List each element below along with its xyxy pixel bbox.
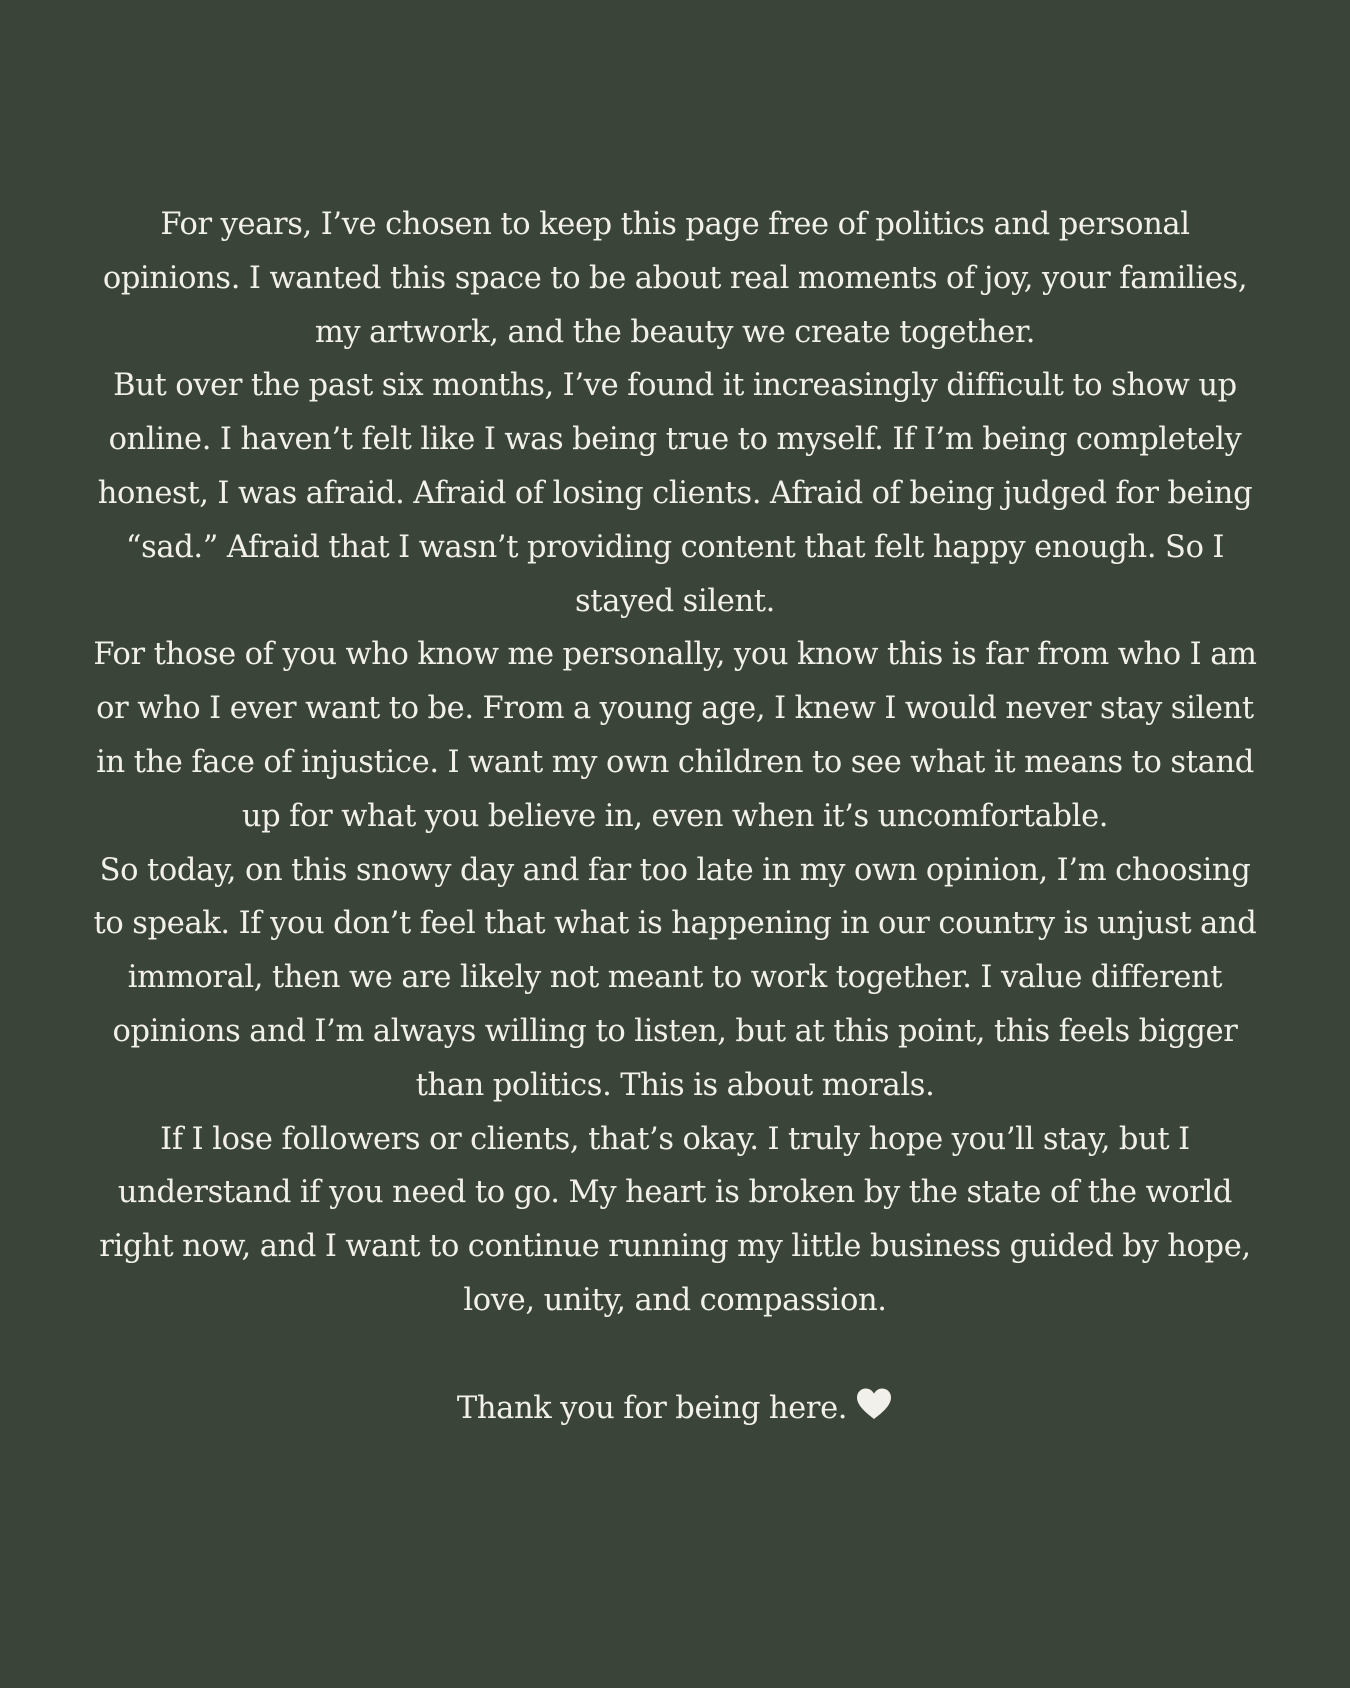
closing-text: Thank you for being here. (456, 1390, 848, 1426)
paragraph-1: For years, I’ve chosen to keep this page free of politics and personal opinions. I wanted this space to be about real moments of joy, your families, my artwork, and the beauty we create together. (102, 207, 1248, 350)
heart-shape (857, 1388, 891, 1419)
paragraph-4: So today, on this snowy day and far too late in my own opinion, I’m choosing to speak. If you don’t feel that what is happening in our country is unjust and immoral, then we are likely not meant to work together. I value different opinions and I’m always willing to listen, but at this point, this feels bigger than politics. This is about morals. (93, 852, 1257, 1103)
paragraph-3: For those of you who know me personally, you know this is far from who I am or who I ever want to be. From a young age, I knew I would never stay silent in the face of injustice. I want my own children to see what it means to stand up for what you believe in, even when it’s uncomfortable. (93, 637, 1257, 834)
statement-text (90, 198, 1260, 1435)
paragraph-2: But over the past six months, I’ve found it increasingly difficult to show up online. I haven’t felt like I was being true to myself. If I’m being completely honest, I was afraid. Afraid of losing clients. Afraid of being judged for being “sad.” Afraid that I wasn’t providing content that felt happy enough. So I stayed silent. (97, 368, 1253, 619)
closing-line (90, 1382, 1260, 1436)
paragraph-5: If I lose followers or clients, that’s okay. I truly hope you’ll stay, but I understand if you need to go. My heart is broken by the state of the world right now, and I want to continue running my little business guided by hope, love, unity, and compassion. (99, 1121, 1251, 1318)
white-heart-icon (855, 1385, 893, 1419)
